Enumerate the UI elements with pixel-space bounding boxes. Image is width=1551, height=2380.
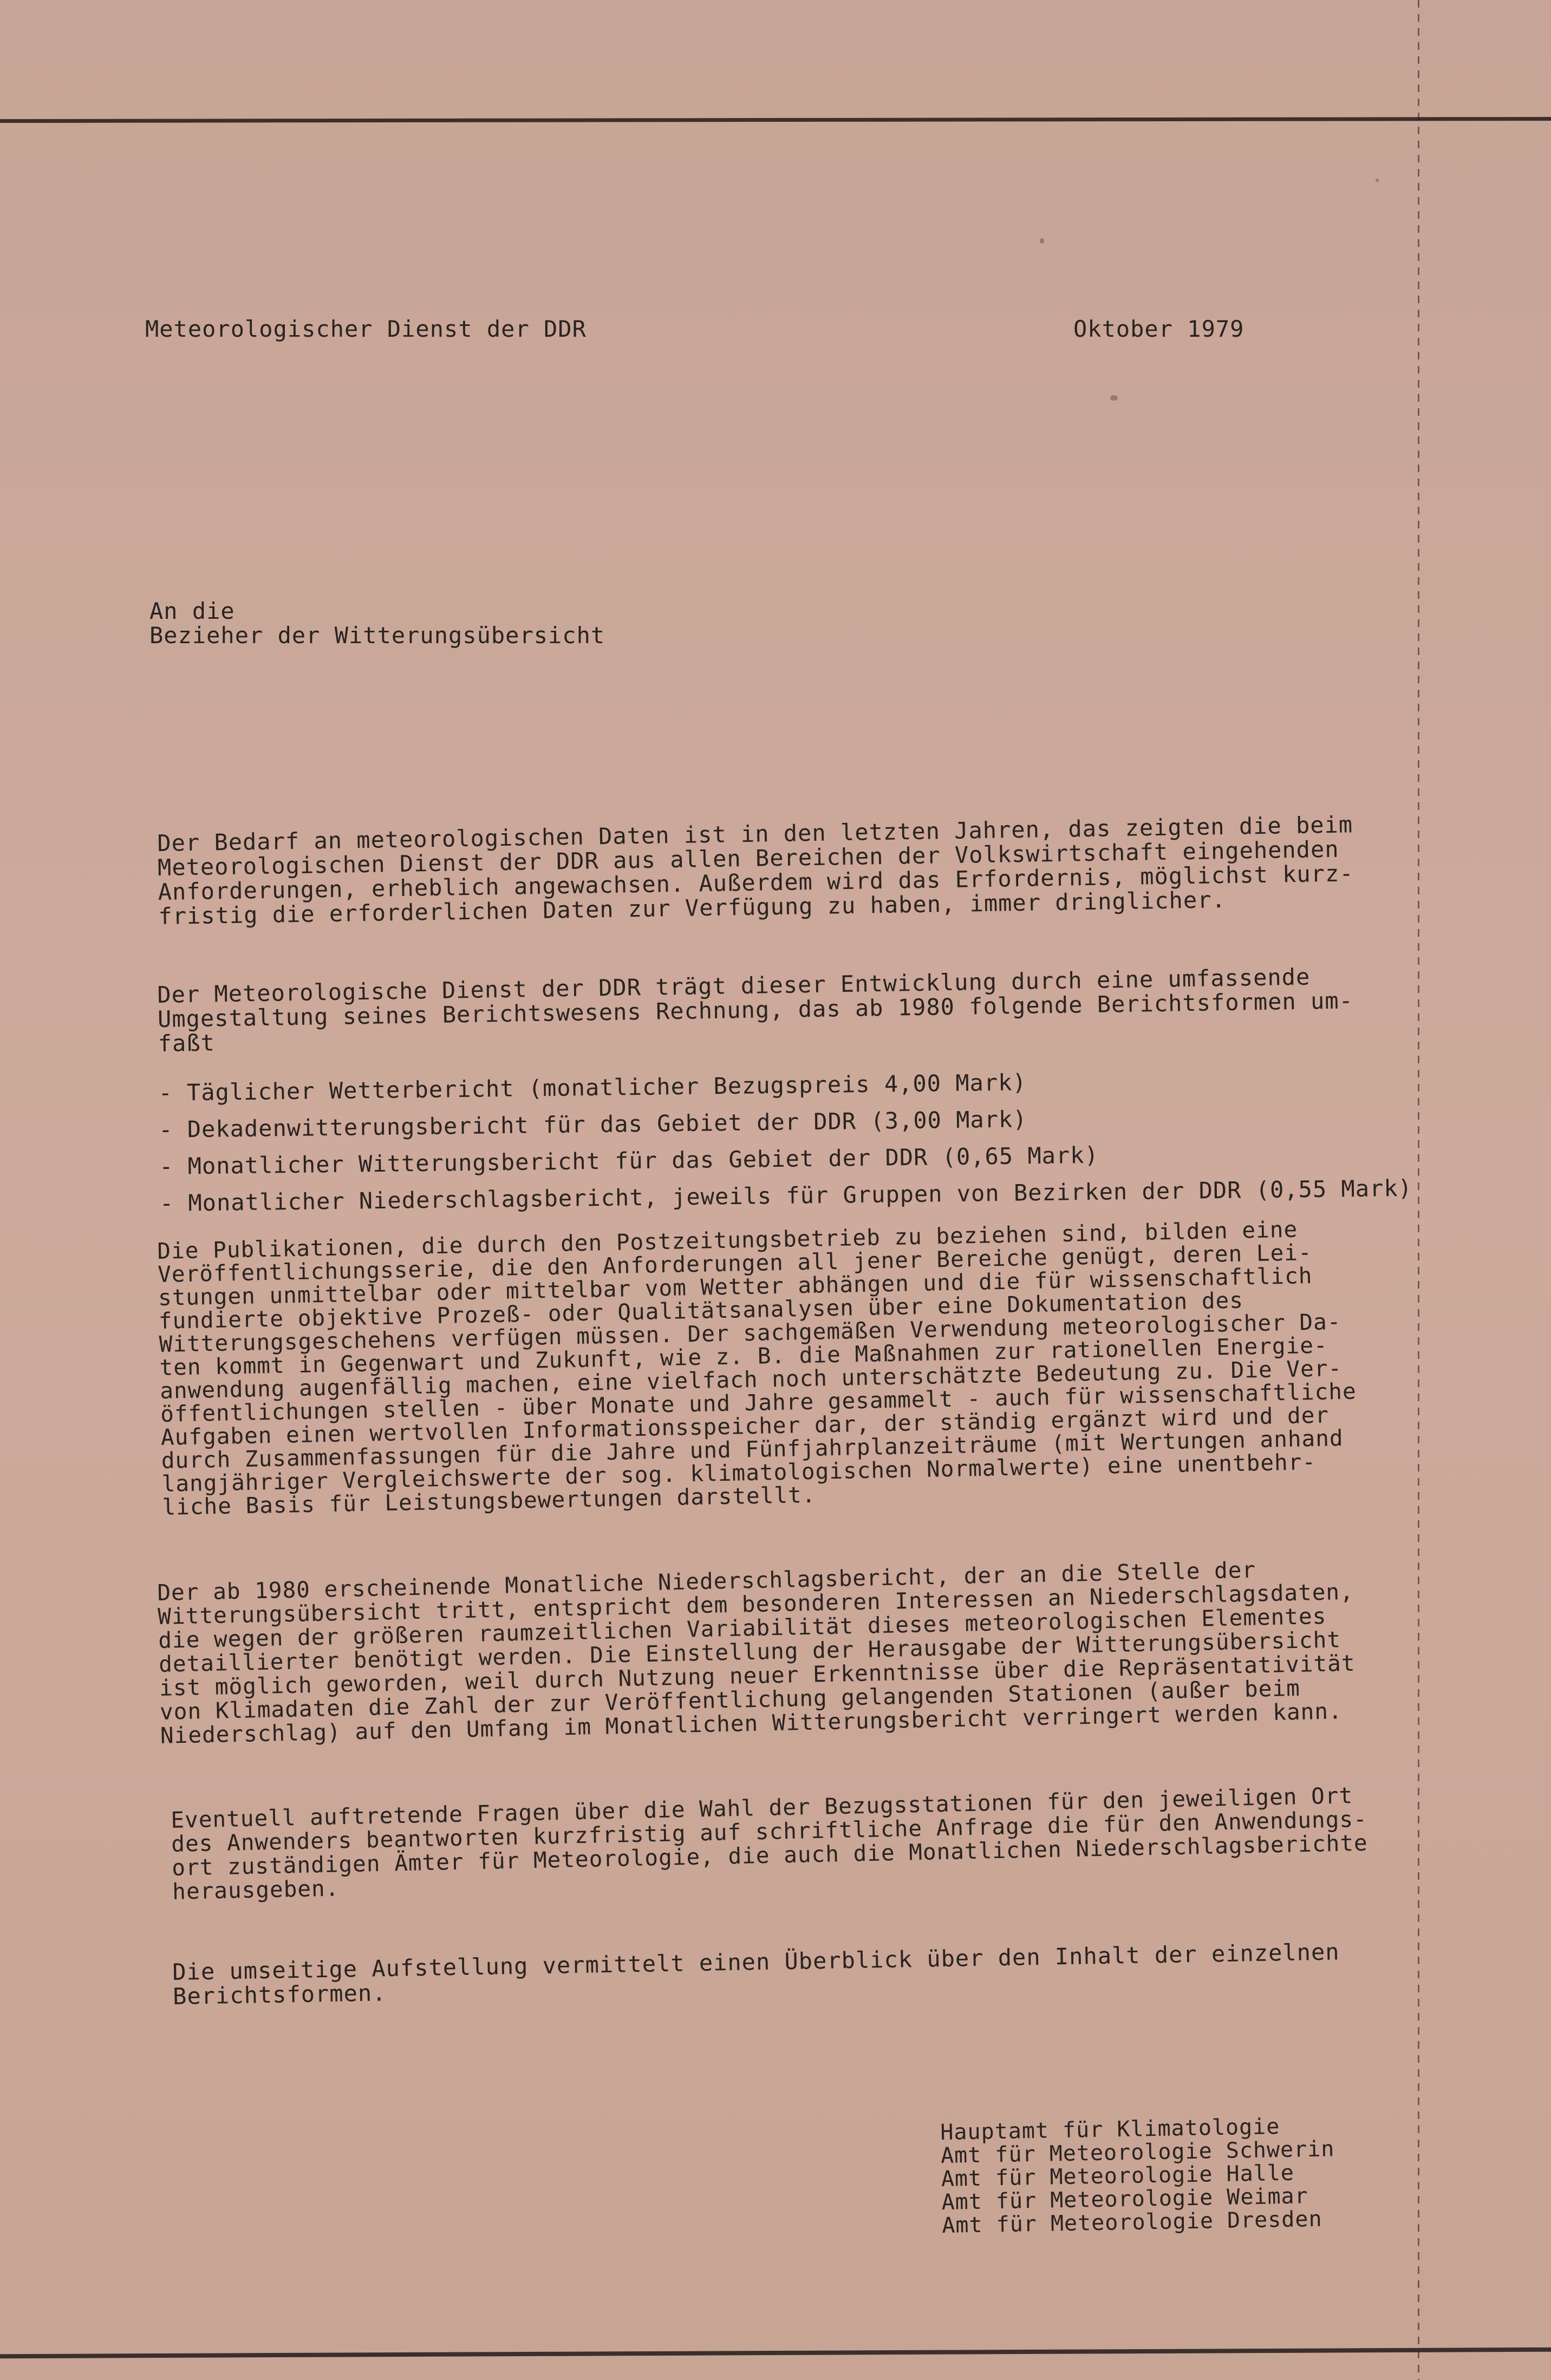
paragraph-precipitation-report: Der ab 1980 erscheinende Monatliche Niederschlagsbericht, der an die Stelle der Witterungsübersicht tritt, entspricht dem besonderen Interessen an Niederschlagsdaten, die wegen der größeren raumzeitlichen Variabilität dieses meteorologischen Elementes detaillierter benötigt werden. Die Einstellung der Herausgabe der Witterungsübersicht ist möglich geworden, weil durch Nutzung neuer Erkenntnisse über die Repräsentativität von Klimadaten die Zahl der zur Veröffentlichung gelangenden Stationen (außer beim Niederschlag) auf den Umfang im Monatlichen Witterungsbericht verringert werden kann. [157,1557,1356,1749]
addressee-line: Bezieher der Witterungsübersicht [149,622,605,649]
paragraph-restructuring: Der Meteorologische Dienst der DDR trägt dieser Entwicklung durch eine umfassende Umgestaltung seines Berichtswesens Rechnung, das ab 1980 folgende Berichtsformen um- faßt [157,963,1354,1057]
signatory-block [940,2114,1336,2238]
fold-mark [1418,0,1419,2380]
list-item: - Monatlicher Witterungsbericht für das Gebiet der DDR (0,65 Mark) [159,1141,1099,1180]
signatory-line: Amt für Meteorologie Dresden [941,2206,1322,2238]
top-border-line [0,117,1551,123]
signatory-line: Amt für Meteorologie Halle [941,2160,1295,2192]
bottom-border-line [0,2348,1551,2358]
sender-heading: Meteorologischer Dienst der DDR [145,316,586,342]
paragraph-questions: Eventuell auftretende Fragen über die Wahl der Bezugsstationen für den jeweiligen Ort des Anwenders beantworten kurzfristig auf schriftliche Anfrage die für den Anwendungs- ort zuständigen Ämter für Meteorologie, die auch die Monatlichen Niederschlagsberichte herausgeben. [170,1782,1368,1905]
ink-speck [1040,238,1044,244]
ink-speck [1376,179,1379,182]
list-item: - Dekadenwitterungsbericht für das Gebiet der DDR (3,00 Mark) [158,1106,1027,1143]
paragraph-publications: Die Publikationen, die durch den Postzeitungsbetrieb zu beziehen sind, bilden eine Veröffentlichungsserie, die den Anforderungen all jener Bereiche genügt, deren Lei- stungen unmittelbar oder mittelbar vom Wetter abhängen und die für wissenschaftlich fundierte objektive Prozeß- oder Qualitätsanalysen über eine Dokumentation des Witterungsgeschehens verfügen müssen. Der sachgemäßen Verwendung meteorologischer Da- ten kommt in Gegenwart und Zukunft, wie z. B. die Maßnahmen zur rationellen Energie- anwendung augenfällig machen, eine vielfach noch unterschätzte Bedeutung zu. Die Ver- öffentlichungen stellen - über Monate und Jahre gesammelt - auch für wissenschaftliche Aufgaben einen wertvollen Informationsspeicher dar, der ständig ergänzt wird und der durch Zusammenfassungen für die Jahre und Fünfjahrplanzeiträume (mit Wertungen anhand langjähriger Vergleichswerte der sog. klimatologischen Normalwerte) eine unentbehr- liche Basis für Leistungsbewertungen darstellt. [157,1216,1357,1520]
letter-date: Oktober 1979 [1073,316,1244,342]
list-item: - Monatlicher Niederschlagsbericht, jeweils für Gruppen von Bezirken der DDR (0,55 Mark) [159,1174,1413,1217]
report-form-list [158,1060,1412,1222]
signatory-line: Amt für Meteorologie Weimar [941,2183,1309,2215]
ink-speck [1110,395,1118,401]
signatory-line: Amt für Meteorologie Schwerin [940,2136,1335,2168]
paragraph-overview: Die umseitige Aufstellung vermittelt einen Überblick über den Inhalt der einzelnen Berichtsformen. [172,1938,1340,2010]
paragraph-data-demand: Der Bedarf an meteorologischen Daten ist in den letzten Jahren, das zeigten die beim Meteorologischen Dienst der DDR aus allen Bereichen der Volkswirtschaft eingehenden Anforderungen, erheblich angewachsen. Außerdem wird das Erfordernis, möglichst kurz- fristig die erforderlichen Daten zur Verfügung zu haben, immer dringlicher. [157,811,1354,930]
signatory-line: Hauptamt für Klimatologie [940,2114,1280,2145]
list-item: - Täglicher Wetterbericht (monatlicher Bezugspreis 4,00 Mark) [158,1069,1027,1106]
addressee-block [149,599,605,648]
addressee-line: An die [149,598,235,624]
